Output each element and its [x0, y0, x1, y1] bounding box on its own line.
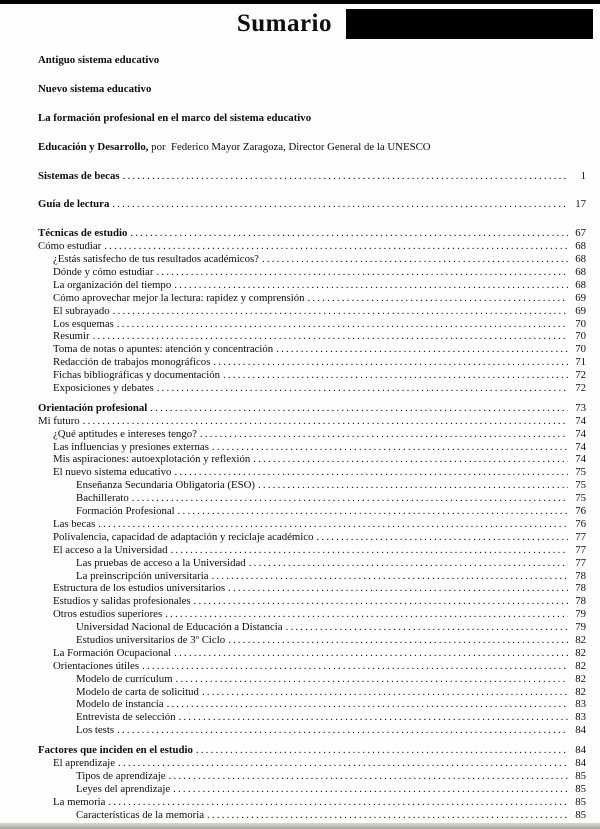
- toc-entry-page: 84: [575, 756, 586, 769]
- toc-entry-page: 77: [575, 543, 586, 556]
- dotted-leader: [174, 647, 568, 660]
- toc-entry-label: Características de la memoria: [76, 808, 205, 821]
- dotted-leader: [178, 505, 568, 518]
- toc-entry-suffix: por Federico Mayor Zaragoza, Director General de la UNESCO: [148, 140, 431, 153]
- dotted-leader: [176, 673, 568, 686]
- toc-entry-label: Técnicas de estudio: [38, 227, 128, 240]
- toc-entry-label: Educación y Desarrollo,: [38, 140, 149, 153]
- toc-entry-page: 82: [575, 685, 586, 698]
- dotted-leader: [212, 570, 568, 583]
- dotted-leader: [117, 724, 568, 737]
- toc-entry-label: Estudios universitarios de 3º Ciclo: [76, 633, 226, 646]
- toc-entry: [38, 518, 586, 531]
- dotted-leader: [123, 170, 568, 183]
- toc-entry-label: Exposiciones y debates: [53, 382, 154, 395]
- toc-entry-label: Cómo estudiar: [38, 240, 102, 253]
- dotted-leader: [142, 660, 568, 673]
- toc-entry: [38, 783, 586, 796]
- toc-entry: [38, 292, 586, 305]
- toc-entry: [38, 382, 586, 395]
- dotted-leader: [156, 266, 568, 279]
- toc-entry-label: La organización del tiempo: [53, 278, 172, 291]
- toc-entry-page: 75: [575, 466, 586, 479]
- toc-entry-label: Modelo de instancia: [76, 698, 164, 711]
- dotted-leader: [130, 227, 568, 240]
- dotted-leader: [132, 492, 568, 505]
- dotted-leader: [104, 240, 568, 253]
- toc-entry: [38, 170, 586, 183]
- toc-entry: [38, 415, 586, 428]
- toc-entry: [38, 227, 586, 240]
- toc-entry-page: 83: [575, 698, 586, 711]
- toc-entry-label: Polivalencia, capacidad de adaptación y reciclaje académico: [53, 530, 314, 543]
- title-bar-black-block: [346, 9, 593, 39]
- toc-entry-label: Modelo de carta de solicitud: [76, 685, 199, 698]
- toc-entry-label: Leyes del aprendizaje: [76, 782, 171, 795]
- toc-entry: [38, 198, 586, 211]
- toc-entry-label: Mi futuro: [38, 414, 80, 427]
- dotted-leader: [202, 686, 568, 699]
- toc-entry-page: 85: [575, 769, 586, 782]
- dotted-leader: [169, 770, 568, 783]
- toc-entry-label: Dónde y cómo estudiar: [53, 266, 154, 279]
- toc-entry-label: Los esquemas: [53, 317, 114, 330]
- toc-entry: [38, 724, 586, 737]
- toc-entry-page: 70: [575, 343, 586, 356]
- toc-entry-label: Tipos de aprendizaje: [76, 769, 166, 782]
- toc-entry: [38, 479, 586, 492]
- toc-entry-page: 76: [575, 505, 586, 518]
- toc-entry: [38, 770, 586, 783]
- toc-entry: [38, 441, 586, 454]
- toc-entry-label: La preinscripción universitaria: [76, 569, 209, 582]
- toc-entry: [38, 757, 586, 770]
- toc-entry-label: Los tests: [76, 724, 115, 737]
- toc-entry-label: Resumir: [53, 330, 90, 343]
- toc-entry-page: 85: [575, 782, 586, 795]
- dotted-leader: [179, 711, 568, 724]
- toc-entry-label: Guía de lectura: [38, 198, 110, 211]
- toc-entry: [38, 673, 586, 686]
- toc-entry: [38, 660, 586, 673]
- toc-entry: [38, 453, 586, 466]
- toc-entry: [38, 686, 586, 699]
- dotted-leader: [93, 330, 568, 343]
- toc-entry: [38, 595, 586, 608]
- toc-entry: [38, 318, 586, 331]
- toc-entry-label: El subrayado: [53, 304, 110, 317]
- toc-entry-label: Fichas bibliográficas y documentación: [53, 369, 221, 382]
- toc-entry: [38, 711, 586, 724]
- dotted-leader: [228, 582, 568, 595]
- toc-entry-page: 78: [575, 582, 586, 595]
- toc-entry-page: 77: [575, 556, 586, 569]
- toc-entry-label: Mis aspiraciones: autoexplotación y reflexión: [53, 453, 251, 466]
- toc-entry-page: 72: [575, 382, 586, 395]
- dotted-leader: [253, 453, 568, 466]
- dotted-leader: [200, 428, 568, 441]
- toc-entry-page: 74: [575, 440, 586, 453]
- dotted-leader: [213, 356, 568, 369]
- toc-entry: [38, 466, 586, 479]
- toc-entry: [38, 402, 586, 415]
- dotted-leader: [223, 369, 568, 382]
- toc-entry: [38, 634, 586, 647]
- toc-entry-page: 68: [575, 253, 586, 266]
- toc-entry: [38, 112, 586, 125]
- toc-entry-page: 82: [575, 659, 586, 672]
- toc-entry-label: Factores que inciden en el estudio: [38, 744, 193, 757]
- dotted-leader: [228, 634, 568, 647]
- toc-entry: [38, 744, 586, 757]
- toc-entry-label: Las influencias y presiones externas: [53, 440, 209, 453]
- toc-entry-label: Las becas: [53, 517, 96, 530]
- toc-entry-page: 77: [575, 530, 586, 543]
- dotted-leader: [207, 809, 568, 822]
- dotted-leader: [113, 305, 568, 318]
- toc-entry: [38, 266, 586, 279]
- dotted-leader: [194, 595, 568, 608]
- toc-entry-label: El acceso a la Universidad: [53, 543, 168, 556]
- page-title: Sumario: [236, 10, 332, 37]
- dotted-leader: [165, 608, 568, 621]
- toc-entry: [38, 796, 586, 809]
- toc-entry: [38, 356, 586, 369]
- toc-entry-page: 72: [575, 369, 586, 382]
- dotted-leader: [83, 415, 568, 428]
- toc-entry-label: Formación Profesional: [76, 505, 175, 518]
- toc-entry-page: 71: [575, 356, 586, 369]
- toc-entry-page: 74: [575, 414, 586, 427]
- toc-entry-label: Cómo aprovechar mejor la lectura: rapidez y comprensión: [53, 291, 305, 304]
- toc-entry-page: 68: [575, 266, 586, 279]
- dotted-leader: [258, 479, 568, 492]
- toc-entry: [38, 608, 586, 621]
- summary-title-bar: [6, 9, 593, 39]
- toc-entry: [38, 544, 586, 557]
- toc-entry: [38, 369, 586, 382]
- toc-entry-page: 1: [580, 169, 586, 182]
- toc-entry: [38, 253, 586, 266]
- toc-entry-page: 82: [575, 646, 586, 659]
- toc-entry: [38, 570, 586, 583]
- toc-entry-page: 68: [575, 278, 586, 291]
- toc-entry-label: Entrevista de selección: [76, 711, 176, 724]
- toc-entry-label: ¿Qué aptitudes e intereses tengo?: [53, 427, 197, 440]
- dotted-leader: [171, 544, 568, 557]
- toc-list: [38, 54, 586, 821]
- dotted-leader: [150, 402, 568, 415]
- toc-entry: [38, 54, 586, 67]
- toc-entry-label: La formación profesional en el marco del sistema educativo: [38, 111, 312, 124]
- toc-entry-page: 78: [575, 595, 586, 608]
- toc-entry: [38, 582, 586, 595]
- dotted-leader: [196, 744, 568, 757]
- toc-entry-label: Orientaciones útiles: [53, 659, 140, 672]
- toc-entry-page: 79: [575, 621, 586, 634]
- toc-entry: [38, 330, 586, 343]
- toc-entry-label: El nuevo sistema educativo: [53, 466, 172, 479]
- dotted-leader: [249, 557, 568, 570]
- toc-entry-label: Nuevo sistema educativo: [38, 82, 152, 95]
- toc-entry-page: 82: [575, 672, 586, 685]
- toc-entry-page: 83: [575, 711, 586, 724]
- toc-entry-label: ¿Estás satisfecho de tus resultados académicos?: [53, 253, 259, 266]
- dotted-leader: [173, 783, 568, 796]
- toc-entry-label: La memoria: [53, 795, 106, 808]
- toc-entry-label: Estudios y salidas profesionales: [53, 595, 191, 608]
- dotted-leader: [117, 318, 568, 331]
- toc-entry: [38, 428, 586, 441]
- dotted-leader: [167, 698, 568, 711]
- dotted-leader: [112, 198, 568, 211]
- toc-entry: [38, 531, 586, 544]
- toc-entry-page: 68: [575, 240, 586, 253]
- toc-entry-page: 82: [575, 633, 586, 646]
- dotted-leader: [316, 531, 568, 544]
- toc-entry-page: 69: [575, 291, 586, 304]
- toc-entry-label: Modelo de currículum: [76, 672, 173, 685]
- toc-entry: [38, 492, 586, 505]
- page-top-edge: [0, 0, 600, 4]
- dotted-leader: [118, 757, 568, 770]
- toc-entry: [38, 279, 586, 292]
- toc-entry-page: 69: [575, 304, 586, 317]
- dotted-leader: [98, 518, 568, 531]
- toc-entry-label: Enseñanza Secundaria Obligatoria (ESO): [76, 479, 255, 492]
- toc-entry-label: Orientación profesional: [38, 401, 148, 414]
- toc-entry-label: Universidad Nacional de Educación a Distancia: [76, 621, 283, 634]
- toc-entry: [38, 141, 586, 154]
- toc-entry: [38, 343, 586, 356]
- toc-entry-label: Toma de notas o apuntes: atención y concentración: [53, 343, 274, 356]
- toc-entry-label: Antiguo sistema educativo: [38, 54, 160, 66]
- toc-entry-label: Otros estudios superiores: [53, 608, 163, 621]
- toc-entry-page: 75: [575, 479, 586, 492]
- toc-entry-label: Bachillerato: [76, 492, 129, 505]
- dotted-leader: [157, 382, 568, 395]
- toc-entry: [38, 647, 586, 660]
- dotted-leader: [308, 292, 568, 305]
- dotted-leader: [174, 466, 568, 479]
- dotted-leader: [286, 621, 568, 634]
- toc-entry: [38, 698, 586, 711]
- toc-entry: [38, 83, 586, 96]
- toc-entry-page: 70: [575, 317, 586, 330]
- toc-entry: [38, 305, 586, 318]
- toc-entry-page: 78: [575, 569, 586, 582]
- toc-entry-label: Estructura de los estudios universitarios: [53, 582, 226, 595]
- toc-entry: [38, 240, 586, 253]
- toc-entry: [38, 809, 586, 822]
- toc-entry-page: 74: [575, 453, 586, 466]
- toc-entry-page: 17: [575, 198, 586, 211]
- dotted-leader: [276, 343, 568, 356]
- dotted-leader: [212, 441, 568, 454]
- toc-entry-label: El aprendizaje: [53, 756, 116, 769]
- toc-entry-page: 79: [575, 608, 586, 621]
- page-bottom-edge: [0, 823, 600, 829]
- toc-entry-page: 84: [575, 744, 586, 757]
- toc-entry-label: La Formación Ocupacional: [53, 646, 172, 659]
- toc-entry-page: 84: [575, 724, 586, 737]
- toc-entry-label: Redacción de trabajos monográficos: [53, 356, 211, 369]
- toc-entry-page: 74: [575, 427, 586, 440]
- toc-entry: [38, 505, 586, 518]
- toc-entry-page: 70: [575, 330, 586, 343]
- toc-entry-page: 76: [575, 517, 586, 530]
- toc-entry-page: 75: [575, 492, 586, 505]
- dotted-leader: [262, 253, 568, 266]
- toc-entry-page: 85: [575, 795, 586, 808]
- dotted-leader: [108, 796, 568, 809]
- toc-entry-label: Las pruebas de acceso a la Universidad: [76, 556, 246, 569]
- toc-entry: [38, 557, 586, 570]
- toc-entry-label: Sistemas de becas: [38, 169, 120, 182]
- toc-entry-page: 67: [575, 227, 586, 240]
- dotted-leader: [174, 279, 568, 292]
- toc-entry: [38, 621, 586, 634]
- toc-entry-page: 85: [575, 808, 586, 821]
- toc-entry-page: 73: [575, 401, 586, 414]
